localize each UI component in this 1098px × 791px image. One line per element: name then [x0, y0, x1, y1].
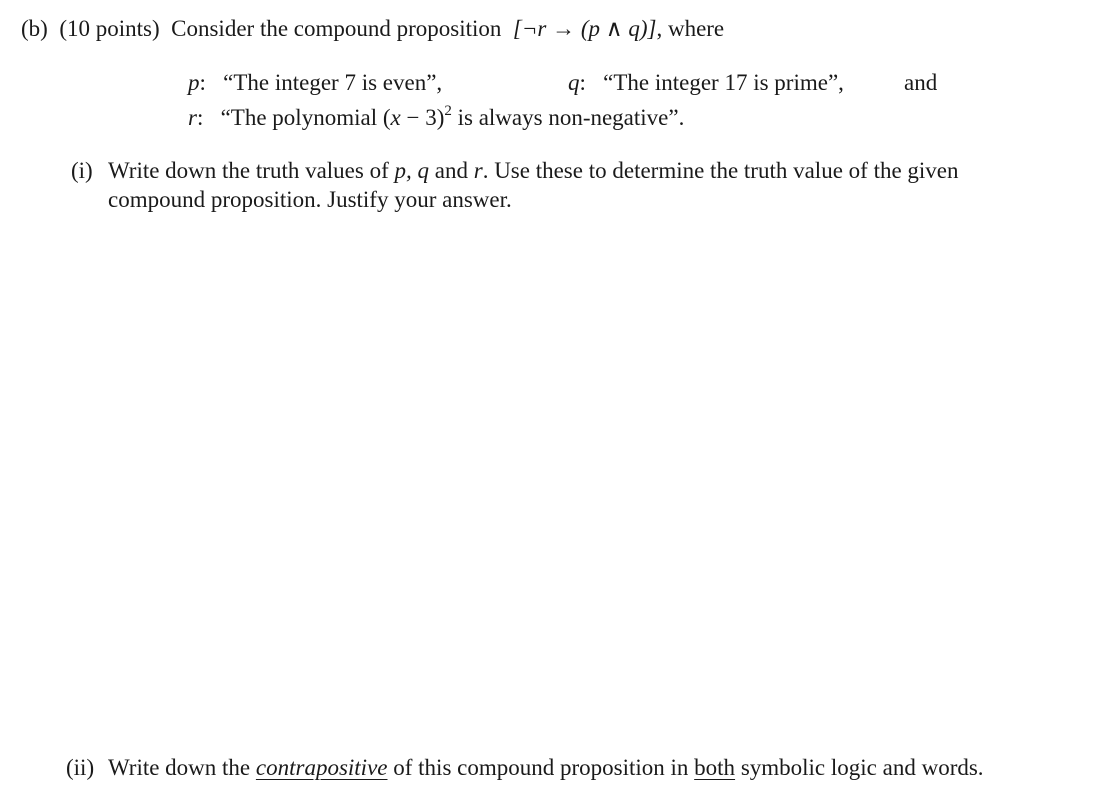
contrapositive-term: contrapositive [255, 755, 388, 780]
sep-p: : [199, 70, 206, 95]
question-intro: Consider the compound proposition [171, 16, 502, 41]
both-emphasis: both [694, 755, 736, 780]
var-r: r [188, 105, 197, 130]
definition-r-text-after: is always non-negative”. [451, 105, 685, 130]
definition-r-text-mid: − 3) [400, 105, 445, 130]
math-x: x [390, 105, 401, 130]
part-ii-label: (ii) [66, 755, 95, 780]
question-points: (10 points) [59, 16, 160, 41]
definition-q [568, 71, 844, 94]
answer-space-i[interactable] [108, 225, 1068, 745]
question-label: (b) [21, 16, 48, 41]
var-q: q [568, 70, 580, 95]
question-intro-end: , where [656, 16, 725, 41]
definition-r-text-before: “The polynomial ( [220, 105, 391, 130]
part-i-var-r: r [473, 158, 483, 183]
sep-q: : [579, 70, 586, 95]
question-header [21, 17, 724, 40]
and-connector: and [904, 70, 938, 95]
compound-proposition: [¬r → (p ∧ q)] [512, 16, 657, 41]
part-ii-text-b: of this compound proposition in [393, 755, 689, 780]
definition-q-text: “The integer 17 is prime”, [603, 70, 844, 95]
sep-r: : [196, 105, 204, 130]
part-i-line2: compound proposition. Justify your answer. [108, 187, 512, 212]
definition-p [188, 71, 442, 94]
part-i-text-c: . Use these to determine the truth value of the given [482, 158, 959, 183]
exponent: 2 [444, 103, 452, 119]
part-ii-line [108, 756, 984, 779]
part-i-line1 [108, 159, 959, 182]
definition-r [188, 103, 685, 130]
definition-p-text: “The integer 7 is even”, [223, 70, 443, 95]
part-i-label: (i) [71, 158, 93, 183]
var-p: p [188, 70, 200, 95]
part-i-vars: p, q [394, 158, 430, 183]
part-i-text-a: Write down the truth values of [108, 158, 389, 183]
part-i-text-b: and [434, 158, 468, 183]
part-ii-text-c: symbolic logic and words. [740, 755, 984, 780]
part-ii-text-a: Write down the [108, 755, 251, 780]
